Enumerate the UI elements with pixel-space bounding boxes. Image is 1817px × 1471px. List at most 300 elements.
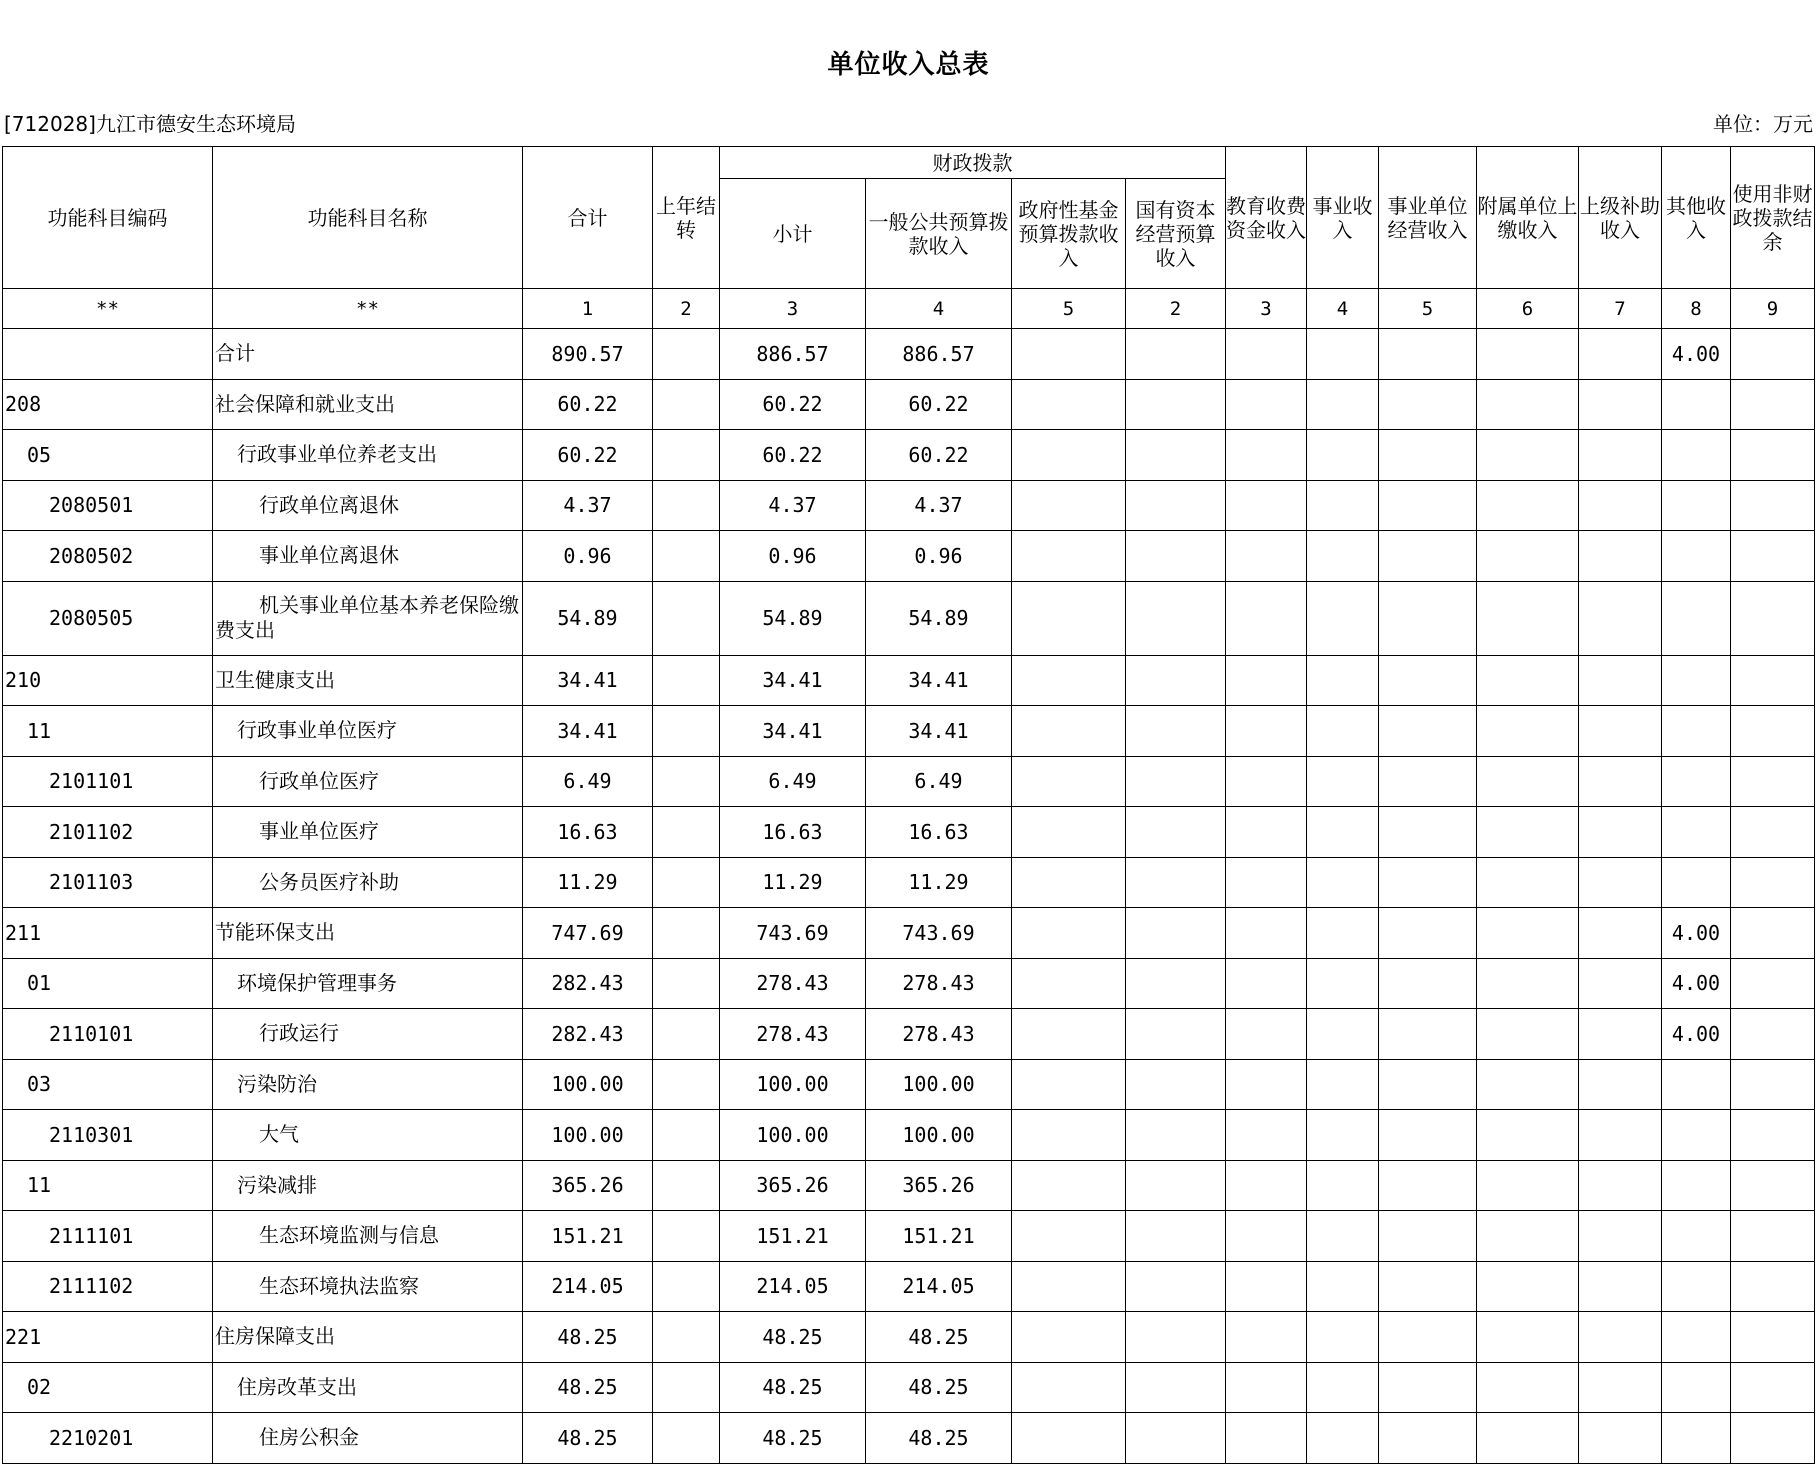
cell-superior-subsidy	[1579, 581, 1662, 655]
index-cell: 4	[1307, 289, 1379, 329]
cell-superior-subsidy	[1579, 329, 1662, 380]
cell-state-capital	[1126, 1261, 1226, 1312]
cell-name: 卫生健康支出	[213, 655, 523, 706]
cell-state-capital	[1126, 655, 1226, 706]
cell-business	[1307, 1059, 1379, 1110]
cell-business	[1307, 706, 1379, 757]
cell-general-budget: 278.43	[866, 958, 1012, 1009]
cell-non-fiscal	[1731, 756, 1815, 807]
cell-business	[1307, 807, 1379, 858]
cell-name: 合计	[213, 329, 523, 380]
cell-subtotal: 278.43	[720, 958, 866, 1009]
cell-subtotal: 886.57	[720, 329, 866, 380]
cell-carryover	[653, 908, 720, 959]
cell-edu-fee	[1226, 1261, 1307, 1312]
cell-business-unit	[1379, 655, 1477, 706]
cell-general-budget: 278.43	[866, 1009, 1012, 1060]
cell-carryover	[653, 1362, 720, 1413]
cell-affiliate	[1477, 1211, 1579, 1262]
cell-total: 282.43	[523, 958, 653, 1009]
cell-subtotal: 100.00	[720, 1059, 866, 1110]
income-summary-table	[2, 146, 1815, 1464]
cell-name: 行政事业单位养老支出	[213, 430, 523, 481]
cell-business-unit	[1379, 1362, 1477, 1413]
cell-edu-fee	[1226, 857, 1307, 908]
cell-other	[1662, 1312, 1731, 1363]
header-fiscal-group: 财政拨款	[720, 147, 1226, 179]
cell-carryover	[653, 1059, 720, 1110]
cell-affiliate	[1477, 430, 1579, 481]
cell-general-budget: 34.41	[866, 655, 1012, 706]
table-body	[3, 329, 1815, 1464]
cell-business	[1307, 1110, 1379, 1161]
cell-general-budget: 743.69	[866, 908, 1012, 959]
cell-non-fiscal	[1731, 1362, 1815, 1413]
index-cell: 2	[1126, 289, 1226, 329]
cell-code: 2110101	[3, 1009, 213, 1060]
index-cell: 9	[1731, 289, 1815, 329]
cell-non-fiscal	[1731, 958, 1815, 1009]
cell-total: 365.26	[523, 1160, 653, 1211]
table-row	[3, 430, 1815, 481]
cell-name: 住房改革支出	[213, 1362, 523, 1413]
cell-code: 11	[3, 706, 213, 757]
cell-business-unit	[1379, 480, 1477, 531]
cell-non-fiscal	[1731, 1009, 1815, 1060]
cell-business	[1307, 480, 1379, 531]
cell-superior-subsidy	[1579, 1110, 1662, 1161]
cell-affiliate	[1477, 706, 1579, 757]
cell-code: 2210201	[3, 1413, 213, 1464]
cell-subtotal: 214.05	[720, 1261, 866, 1312]
cell-general-budget: 886.57	[866, 329, 1012, 380]
cell-edu-fee	[1226, 480, 1307, 531]
cell-edu-fee	[1226, 706, 1307, 757]
cell-total: 0.96	[523, 531, 653, 582]
cell-business	[1307, 756, 1379, 807]
cell-edu-fee	[1226, 655, 1307, 706]
cell-general-budget: 4.37	[866, 480, 1012, 531]
index-cell: 3	[1226, 289, 1307, 329]
table-row	[3, 1110, 1815, 1161]
cell-name: 污染减排	[213, 1160, 523, 1211]
table-row	[3, 531, 1815, 582]
cell-business	[1307, 1261, 1379, 1312]
cell-name: 公务员医疗补助	[213, 857, 523, 908]
table-row	[3, 1413, 1815, 1464]
cell-other	[1662, 531, 1731, 582]
cell-affiliate	[1477, 1312, 1579, 1363]
cell-edu-fee	[1226, 379, 1307, 430]
header-general-budget: 一般公共预算拨款收入	[866, 179, 1012, 289]
cell-non-fiscal	[1731, 908, 1815, 959]
index-cell: 6	[1477, 289, 1579, 329]
cell-superior-subsidy	[1579, 1009, 1662, 1060]
cell-general-budget: 16.63	[866, 807, 1012, 858]
cell-affiliate	[1477, 1261, 1579, 1312]
cell-subtotal: 16.63	[720, 807, 866, 858]
cell-carryover	[653, 756, 720, 807]
cell-business-unit	[1379, 531, 1477, 582]
table-row	[3, 807, 1815, 858]
cell-other	[1662, 1261, 1731, 1312]
cell-affiliate	[1477, 958, 1579, 1009]
index-cell: 7	[1579, 289, 1662, 329]
cell-name: 生态环境监测与信息	[213, 1211, 523, 1262]
cell-carryover	[653, 1009, 720, 1060]
table-row	[3, 1211, 1815, 1262]
cell-state-capital	[1126, 1059, 1226, 1110]
cell-gov-fund	[1012, 1362, 1126, 1413]
unit-name: [712028]九江市德安生态环境局	[4, 112, 296, 136]
cell-edu-fee	[1226, 581, 1307, 655]
cell-gov-fund	[1012, 379, 1126, 430]
cell-business-unit	[1379, 1110, 1477, 1161]
cell-non-fiscal	[1731, 655, 1815, 706]
cell-subtotal: 34.41	[720, 706, 866, 757]
header-gov-fund: 政府性基金预算拨款收入	[1012, 179, 1126, 289]
cell-general-budget: 48.25	[866, 1413, 1012, 1464]
cell-other	[1662, 1059, 1731, 1110]
cell-state-capital	[1126, 430, 1226, 481]
cell-name: 行政单位离退休	[213, 480, 523, 531]
cell-business-unit	[1379, 581, 1477, 655]
cell-business-unit	[1379, 1312, 1477, 1363]
cell-general-budget: 60.22	[866, 379, 1012, 430]
cell-non-fiscal	[1731, 1059, 1815, 1110]
cell-edu-fee	[1226, 329, 1307, 380]
cell-affiliate	[1477, 379, 1579, 430]
cell-total: 48.25	[523, 1362, 653, 1413]
index-cell: 2	[653, 289, 720, 329]
cell-gov-fund	[1012, 908, 1126, 959]
cell-total: 54.89	[523, 581, 653, 655]
cell-superior-subsidy	[1579, 756, 1662, 807]
cell-code: 211	[3, 908, 213, 959]
header-business: 事业收入	[1307, 147, 1379, 289]
cell-general-budget: 60.22	[866, 430, 1012, 481]
cell-business	[1307, 430, 1379, 481]
cell-superior-subsidy	[1579, 379, 1662, 430]
cell-state-capital	[1126, 379, 1226, 430]
cell-name: 事业单位医疗	[213, 807, 523, 858]
cell-subtotal: 34.41	[720, 655, 866, 706]
cell-business-unit	[1379, 1059, 1477, 1110]
cell-subtotal: 48.25	[720, 1312, 866, 1363]
cell-subtotal: 0.96	[720, 531, 866, 582]
cell-superior-subsidy	[1579, 655, 1662, 706]
cell-subtotal: 4.37	[720, 480, 866, 531]
cell-business-unit	[1379, 1211, 1477, 1262]
cell-superior-subsidy	[1579, 1413, 1662, 1464]
cell-superior-subsidy	[1579, 1312, 1662, 1363]
cell-non-fiscal	[1731, 1413, 1815, 1464]
cell-gov-fund	[1012, 1110, 1126, 1161]
cell-superior-subsidy	[1579, 706, 1662, 757]
cell-edu-fee	[1226, 1110, 1307, 1161]
cell-total: 747.69	[523, 908, 653, 959]
cell-total: 34.41	[523, 655, 653, 706]
cell-affiliate	[1477, 655, 1579, 706]
cell-code: 221	[3, 1312, 213, 1363]
cell-carryover	[653, 1312, 720, 1363]
cell-superior-subsidy	[1579, 480, 1662, 531]
cell-other	[1662, 857, 1731, 908]
cell-subtotal: 151.21	[720, 1211, 866, 1262]
cell-total: 60.22	[523, 379, 653, 430]
cell-affiliate	[1477, 756, 1579, 807]
cell-business	[1307, 1160, 1379, 1211]
cell-state-capital	[1126, 1009, 1226, 1060]
cell-subtotal: 11.29	[720, 857, 866, 908]
cell-non-fiscal	[1731, 430, 1815, 481]
cell-subtotal: 743.69	[720, 908, 866, 959]
cell-business	[1307, 1009, 1379, 1060]
cell-code: 2080505	[3, 581, 213, 655]
cell-business-unit	[1379, 1413, 1477, 1464]
cell-superior-subsidy	[1579, 531, 1662, 582]
table-row	[3, 1362, 1815, 1413]
table-row	[3, 480, 1815, 531]
cell-state-capital	[1126, 1362, 1226, 1413]
cell-non-fiscal	[1731, 857, 1815, 908]
cell-subtotal: 54.89	[720, 581, 866, 655]
table-row	[3, 379, 1815, 430]
cell-code: 2111101	[3, 1211, 213, 1262]
cell-state-capital	[1126, 1160, 1226, 1211]
header-subtotal: 小计	[720, 179, 866, 289]
cell-other	[1662, 756, 1731, 807]
cell-carryover	[653, 581, 720, 655]
table-row	[3, 1009, 1815, 1060]
cell-state-capital	[1126, 958, 1226, 1009]
table-row	[3, 958, 1815, 1009]
cell-business	[1307, 581, 1379, 655]
cell-affiliate	[1477, 329, 1579, 380]
index-cell: 3	[720, 289, 866, 329]
cell-non-fiscal	[1731, 531, 1815, 582]
cell-other	[1662, 379, 1731, 430]
cell-total: 100.00	[523, 1059, 653, 1110]
cell-state-capital	[1126, 908, 1226, 959]
cell-gov-fund	[1012, 430, 1126, 481]
cell-business-unit	[1379, 756, 1477, 807]
table-row	[3, 857, 1815, 908]
cell-code: 2101102	[3, 807, 213, 858]
cell-state-capital	[1126, 581, 1226, 655]
cell-affiliate	[1477, 807, 1579, 858]
cell-non-fiscal	[1731, 1261, 1815, 1312]
cell-business	[1307, 857, 1379, 908]
cell-carryover	[653, 531, 720, 582]
cell-gov-fund	[1012, 1160, 1126, 1211]
cell-gov-fund	[1012, 480, 1126, 531]
cell-other: 4.00	[1662, 908, 1731, 959]
cell-other	[1662, 807, 1731, 858]
cell-state-capital	[1126, 706, 1226, 757]
table-row	[3, 1261, 1815, 1312]
cell-gov-fund	[1012, 706, 1126, 757]
cell-business-unit	[1379, 430, 1477, 481]
cell-edu-fee	[1226, 1160, 1307, 1211]
unit-label: 单位：万元	[1713, 112, 1813, 136]
index-row	[3, 289, 1815, 329]
header-edu-fee: 教育收费资金收入	[1226, 147, 1307, 289]
cell-superior-subsidy	[1579, 1362, 1662, 1413]
header-carryover: 上年结转	[653, 147, 720, 289]
cell-general-budget: 151.21	[866, 1211, 1012, 1262]
cell-gov-fund	[1012, 1009, 1126, 1060]
cell-gov-fund	[1012, 581, 1126, 655]
table-row	[3, 1312, 1815, 1363]
cell-name: 生态环境执法监察	[213, 1261, 523, 1312]
cell-other	[1662, 1110, 1731, 1161]
cell-general-budget: 48.25	[866, 1312, 1012, 1363]
cell-non-fiscal	[1731, 1160, 1815, 1211]
cell-gov-fund	[1012, 807, 1126, 858]
cell-business-unit	[1379, 807, 1477, 858]
cell-total: 100.00	[523, 1110, 653, 1161]
cell-other	[1662, 1413, 1731, 1464]
cell-edu-fee	[1226, 1362, 1307, 1413]
cell-business	[1307, 379, 1379, 430]
cell-subtotal: 100.00	[720, 1110, 866, 1161]
cell-business	[1307, 531, 1379, 582]
header-non-fiscal: 使用非财政拨款结余	[1731, 147, 1815, 289]
cell-total: 6.49	[523, 756, 653, 807]
cell-carryover	[653, 857, 720, 908]
cell-gov-fund	[1012, 1312, 1126, 1363]
cell-state-capital	[1126, 1110, 1226, 1161]
cell-other	[1662, 706, 1731, 757]
cell-subtotal: 60.22	[720, 430, 866, 481]
cell-edu-fee	[1226, 958, 1307, 1009]
cell-business-unit	[1379, 1160, 1477, 1211]
cell-other: 4.00	[1662, 1009, 1731, 1060]
header-total: 合计	[523, 147, 653, 289]
cell-gov-fund	[1012, 1413, 1126, 1464]
table-row	[3, 908, 1815, 959]
cell-total: 151.21	[523, 1211, 653, 1262]
cell-business-unit	[1379, 1009, 1477, 1060]
cell-business	[1307, 655, 1379, 706]
header-state-capital: 国有资本经营预算收入	[1126, 179, 1226, 289]
cell-non-fiscal	[1731, 379, 1815, 430]
cell-state-capital	[1126, 480, 1226, 531]
table-row	[3, 655, 1815, 706]
cell-name: 污染防治	[213, 1059, 523, 1110]
header-superior-subsidy: 上级补助收入	[1579, 147, 1662, 289]
cell-affiliate	[1477, 1413, 1579, 1464]
cell-state-capital	[1126, 756, 1226, 807]
cell-code: 2101103	[3, 857, 213, 908]
cell-name: 社会保障和就业支出	[213, 379, 523, 430]
cell-edu-fee	[1226, 1413, 1307, 1464]
cell-total: 214.05	[523, 1261, 653, 1312]
cell-subtotal: 365.26	[720, 1160, 866, 1211]
cell-general-budget: 0.96	[866, 531, 1012, 582]
page-title: 单位收入总表	[827, 50, 990, 80]
cell-edu-fee	[1226, 908, 1307, 959]
cell-carryover	[653, 379, 720, 430]
cell-total: 16.63	[523, 807, 653, 858]
cell-superior-subsidy	[1579, 1211, 1662, 1262]
cell-non-fiscal	[1731, 706, 1815, 757]
cell-edu-fee	[1226, 531, 1307, 582]
cell-code: 2101101	[3, 756, 213, 807]
cell-superior-subsidy	[1579, 430, 1662, 481]
cell-state-capital	[1126, 329, 1226, 380]
cell-name: 大气	[213, 1110, 523, 1161]
cell-total: 34.41	[523, 706, 653, 757]
cell-business-unit	[1379, 958, 1477, 1009]
table-row	[3, 1160, 1815, 1211]
cell-other	[1662, 1362, 1731, 1413]
cell-affiliate	[1477, 1160, 1579, 1211]
cell-general-budget: 34.41	[866, 706, 1012, 757]
cell-name: 住房公积金	[213, 1413, 523, 1464]
header-name: 功能科目名称	[213, 147, 523, 289]
cell-carryover	[653, 958, 720, 1009]
cell-superior-subsidy	[1579, 1261, 1662, 1312]
cell-subtotal: 48.25	[720, 1413, 866, 1464]
cell-other	[1662, 480, 1731, 531]
cell-other: 4.00	[1662, 958, 1731, 1009]
cell-subtotal: 60.22	[720, 379, 866, 430]
cell-gov-fund	[1012, 958, 1126, 1009]
cell-carryover	[653, 1413, 720, 1464]
index-cell: 8	[1662, 289, 1731, 329]
header-code: 功能科目编码	[3, 147, 213, 289]
cell-business	[1307, 1211, 1379, 1262]
cell-total: 4.37	[523, 480, 653, 531]
cell-code: 03	[3, 1059, 213, 1110]
cell-state-capital	[1126, 1413, 1226, 1464]
table-row	[3, 329, 1815, 380]
cell-subtotal: 48.25	[720, 1362, 866, 1413]
cell-subtotal: 6.49	[720, 756, 866, 807]
cell-other	[1662, 1211, 1731, 1262]
cell-carryover	[653, 329, 720, 380]
table-row	[3, 581, 1815, 655]
cell-carryover	[653, 430, 720, 481]
cell-non-fiscal	[1731, 480, 1815, 531]
cell-business-unit	[1379, 379, 1477, 430]
cell-gov-fund	[1012, 329, 1126, 380]
cell-carryover	[653, 655, 720, 706]
cell-superior-subsidy	[1579, 807, 1662, 858]
cell-business-unit	[1379, 1261, 1477, 1312]
index-cell: **	[213, 289, 523, 329]
cell-general-budget: 100.00	[866, 1059, 1012, 1110]
cell-affiliate	[1477, 908, 1579, 959]
cell-affiliate	[1477, 1110, 1579, 1161]
cell-business	[1307, 958, 1379, 1009]
cell-business-unit	[1379, 908, 1477, 959]
cell-name: 节能环保支出	[213, 908, 523, 959]
cell-code: 2110301	[3, 1110, 213, 1161]
cell-code: 2080502	[3, 531, 213, 582]
cell-code: 2080501	[3, 480, 213, 531]
cell-edu-fee	[1226, 807, 1307, 858]
cell-name: 行政单位医疗	[213, 756, 523, 807]
cell-general-budget: 54.89	[866, 581, 1012, 655]
cell-business	[1307, 908, 1379, 959]
cell-business-unit	[1379, 706, 1477, 757]
cell-affiliate	[1477, 1362, 1579, 1413]
cell-total: 282.43	[523, 1009, 653, 1060]
cell-business	[1307, 329, 1379, 380]
